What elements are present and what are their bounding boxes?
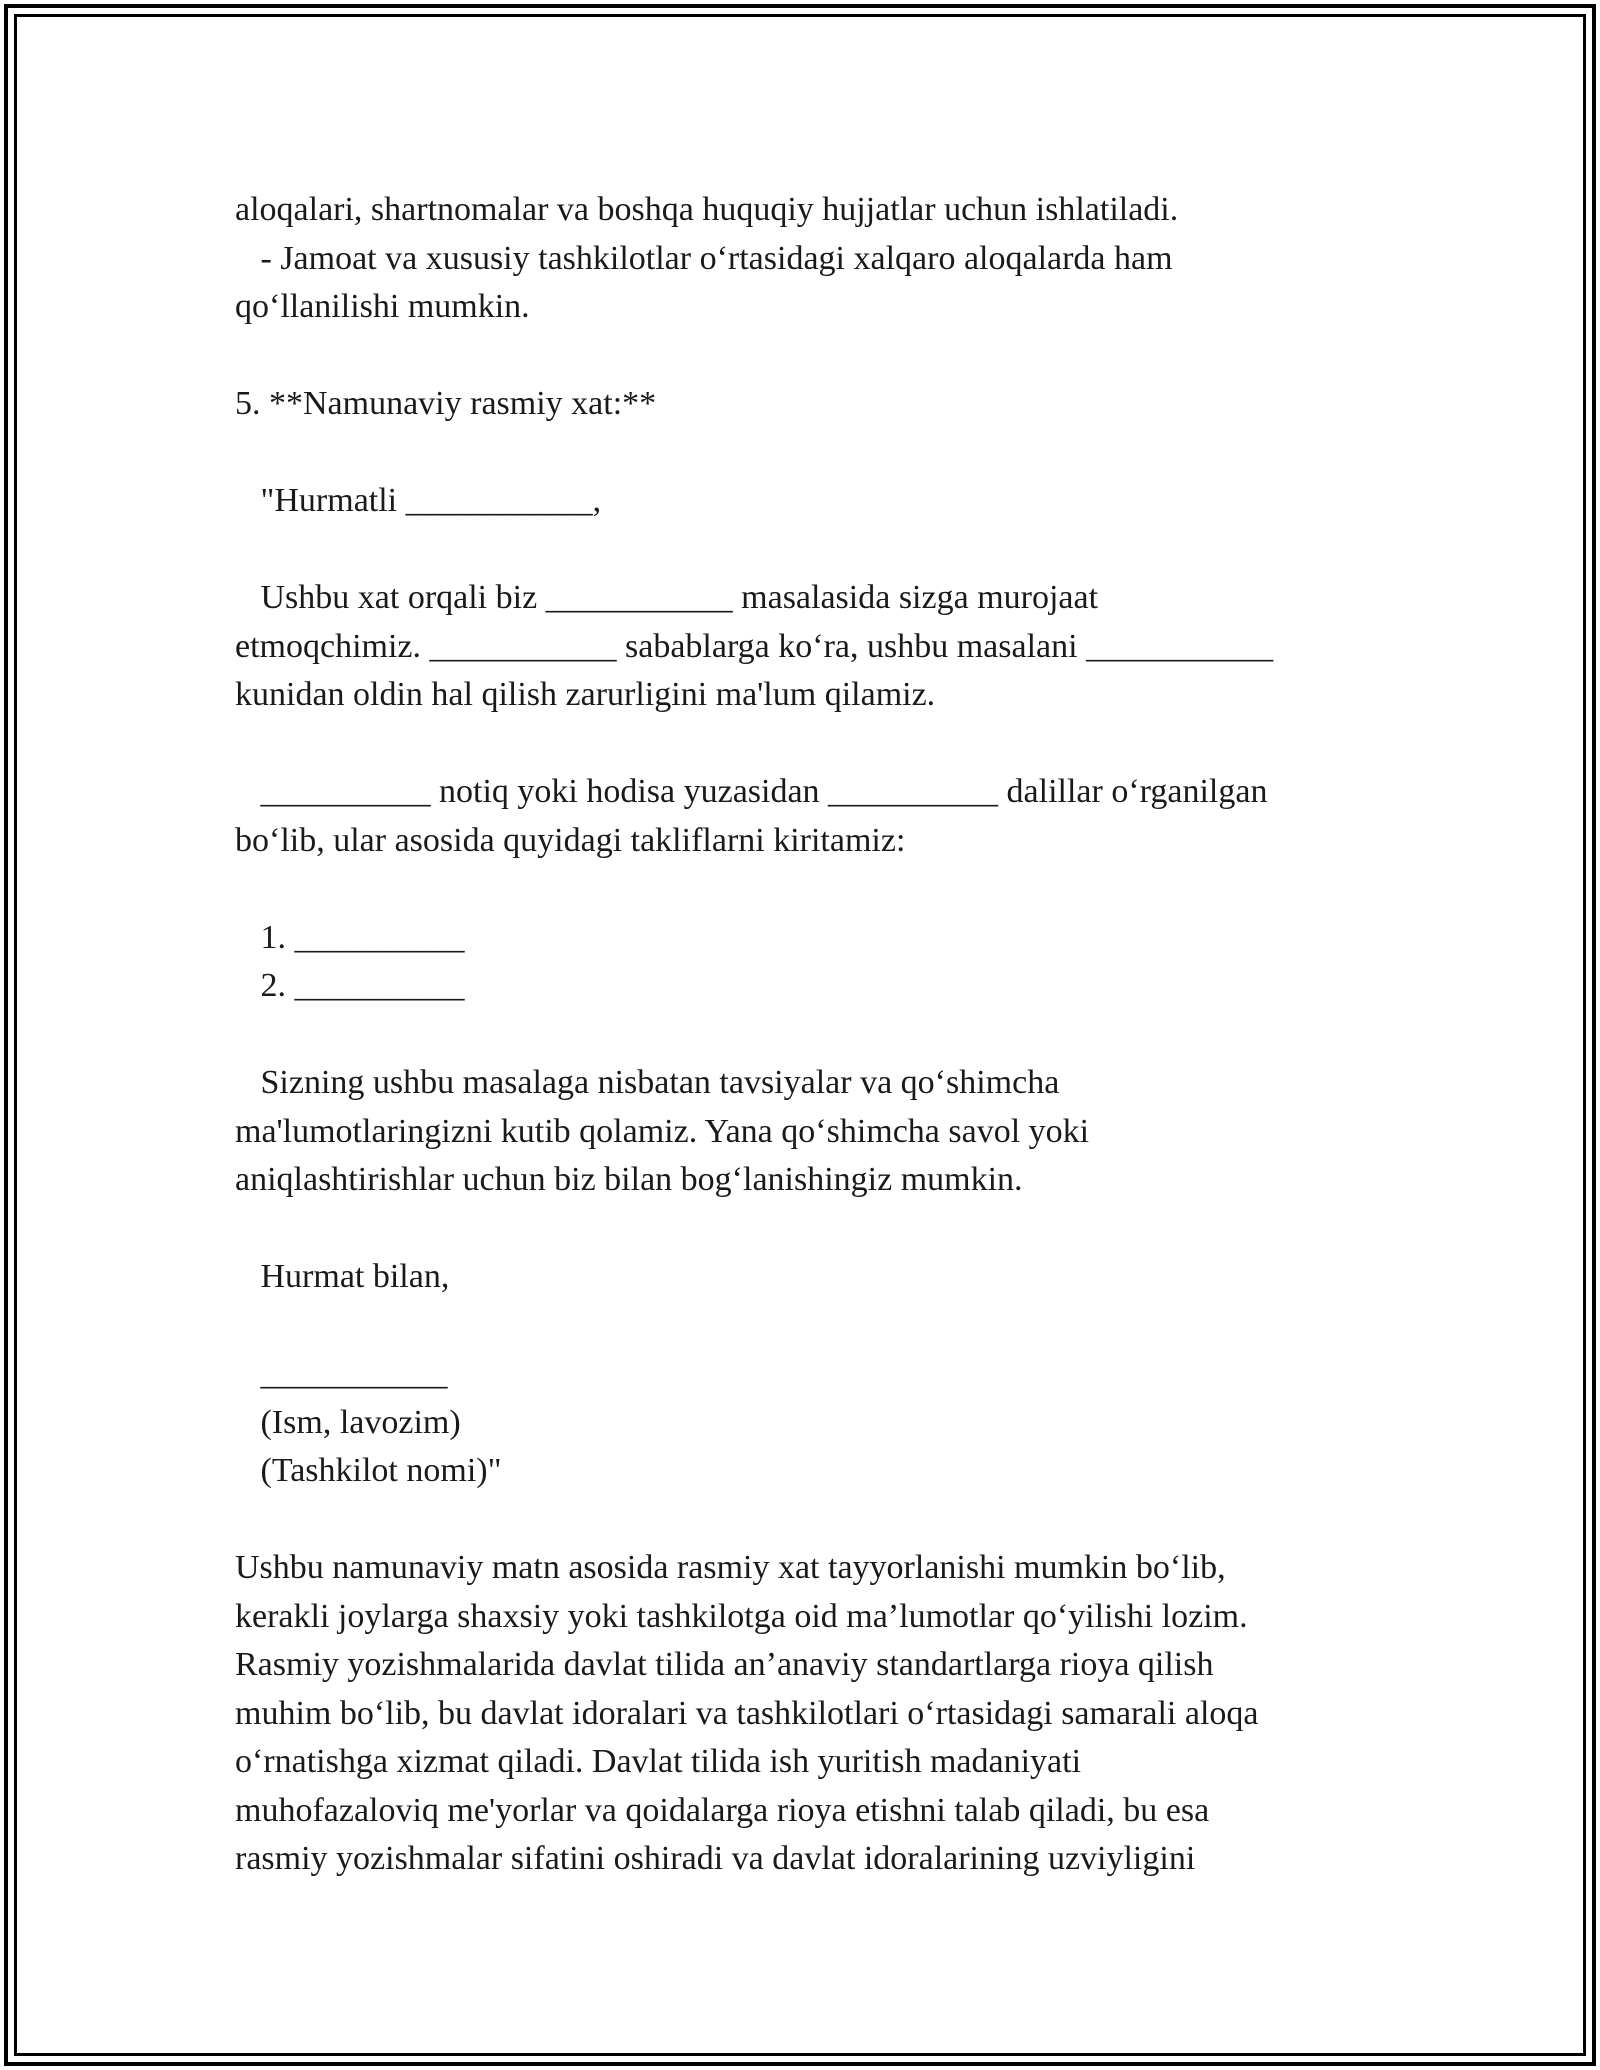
document-line: Ushbu xat orqali biz ___________ masalasida sizga murojaat xyxy=(235,579,1099,616)
document-body xyxy=(235,186,1435,1884)
document-line: ma'lumotlaringizni kutib qolamiz. Yana qo‘shimcha savol yoki xyxy=(235,1112,1090,1150)
blank-line xyxy=(235,1302,1435,1351)
document-line: "Hurmatli ___________, xyxy=(235,482,602,519)
blank-line xyxy=(235,1011,1435,1060)
document-line: (Ism, lavozim) xyxy=(235,1403,461,1441)
document-line: 5. **Namunaviy rasmiy xat:** xyxy=(235,385,657,422)
document-line: etmoqchimiz. ___________ sabablarga ko‘ra, ushbu masalani ___________ xyxy=(235,627,1274,665)
document-line: aniqlashtirishlar uchun biz bilan bog‘lanishingiz mumkin. xyxy=(235,1161,1023,1198)
document-line: ___________ xyxy=(235,1355,448,1392)
document-line: Rasmiy yozishmalarida davlat tilida an’anaviy standartlarga rioya qilish xyxy=(235,1646,1214,1683)
document-line: 1. __________ xyxy=(235,918,465,956)
document-line: muhofazaloviq me'yorlar va qoidalarga rioya etishni talab qiladi, bu esa xyxy=(235,1791,1210,1829)
document-line: kerakli joylarga shaxsiy yoki tashkilotga oid ma’lumotlar qo‘yilishi lozim. xyxy=(235,1597,1248,1635)
document-line: Ushbu namunaviy matn asosida rasmiy xat tayyorlanishi mumkin bo‘lib, xyxy=(235,1549,1226,1586)
document-line: rasmiy yozishmalar sifatini oshiradi va davlat idoralarining uzviyligini xyxy=(235,1840,1196,1877)
blank-line xyxy=(235,720,1435,769)
document-line: __________ notiq yoki hodisa yuzasidan __________ dalillar o‘rganilgan xyxy=(235,773,1268,810)
document-line: kunidan oldin hal qilish zarurligini ma'lum qilamiz. xyxy=(235,676,936,713)
document-line: (Tashkilot nomi)" xyxy=(235,1452,502,1489)
document-line: Hurmat bilan, xyxy=(235,1258,450,1295)
document-line: aloqalari, shartnomalar va boshqa huquqiy hujjatlar uchun ishlatiladi. xyxy=(235,191,1179,228)
document-line: - Jamoat va xususiy tashkilotlar o‘rtasidagi xalqaro aloqalarda ham xyxy=(235,239,1173,277)
document-line: qo‘llanilishi mumkin. xyxy=(235,288,530,325)
document-line: Sizning ushbu masalaga nisbatan tavsiyalar va qo‘shimcha xyxy=(235,1064,1060,1101)
blank-line xyxy=(235,1496,1435,1545)
document-line: 2. __________ xyxy=(235,967,465,1004)
document-line: bo‘lib, ular asosida quyidagi takliflarni kiritamiz: xyxy=(235,821,906,859)
document-line: muhim bo‘lib, bu davlat idoralari va tashkilotlari o‘rtasidagi samarali aloqa xyxy=(235,1694,1259,1732)
document-line: o‘rnatishga xizmat qiladi. Davlat tilida ish yuritish madaniyati xyxy=(235,1743,1082,1780)
blank-line xyxy=(235,429,1435,478)
blank-line xyxy=(235,526,1435,575)
blank-line xyxy=(235,1205,1435,1254)
blank-line xyxy=(235,865,1435,914)
blank-line xyxy=(235,332,1435,381)
